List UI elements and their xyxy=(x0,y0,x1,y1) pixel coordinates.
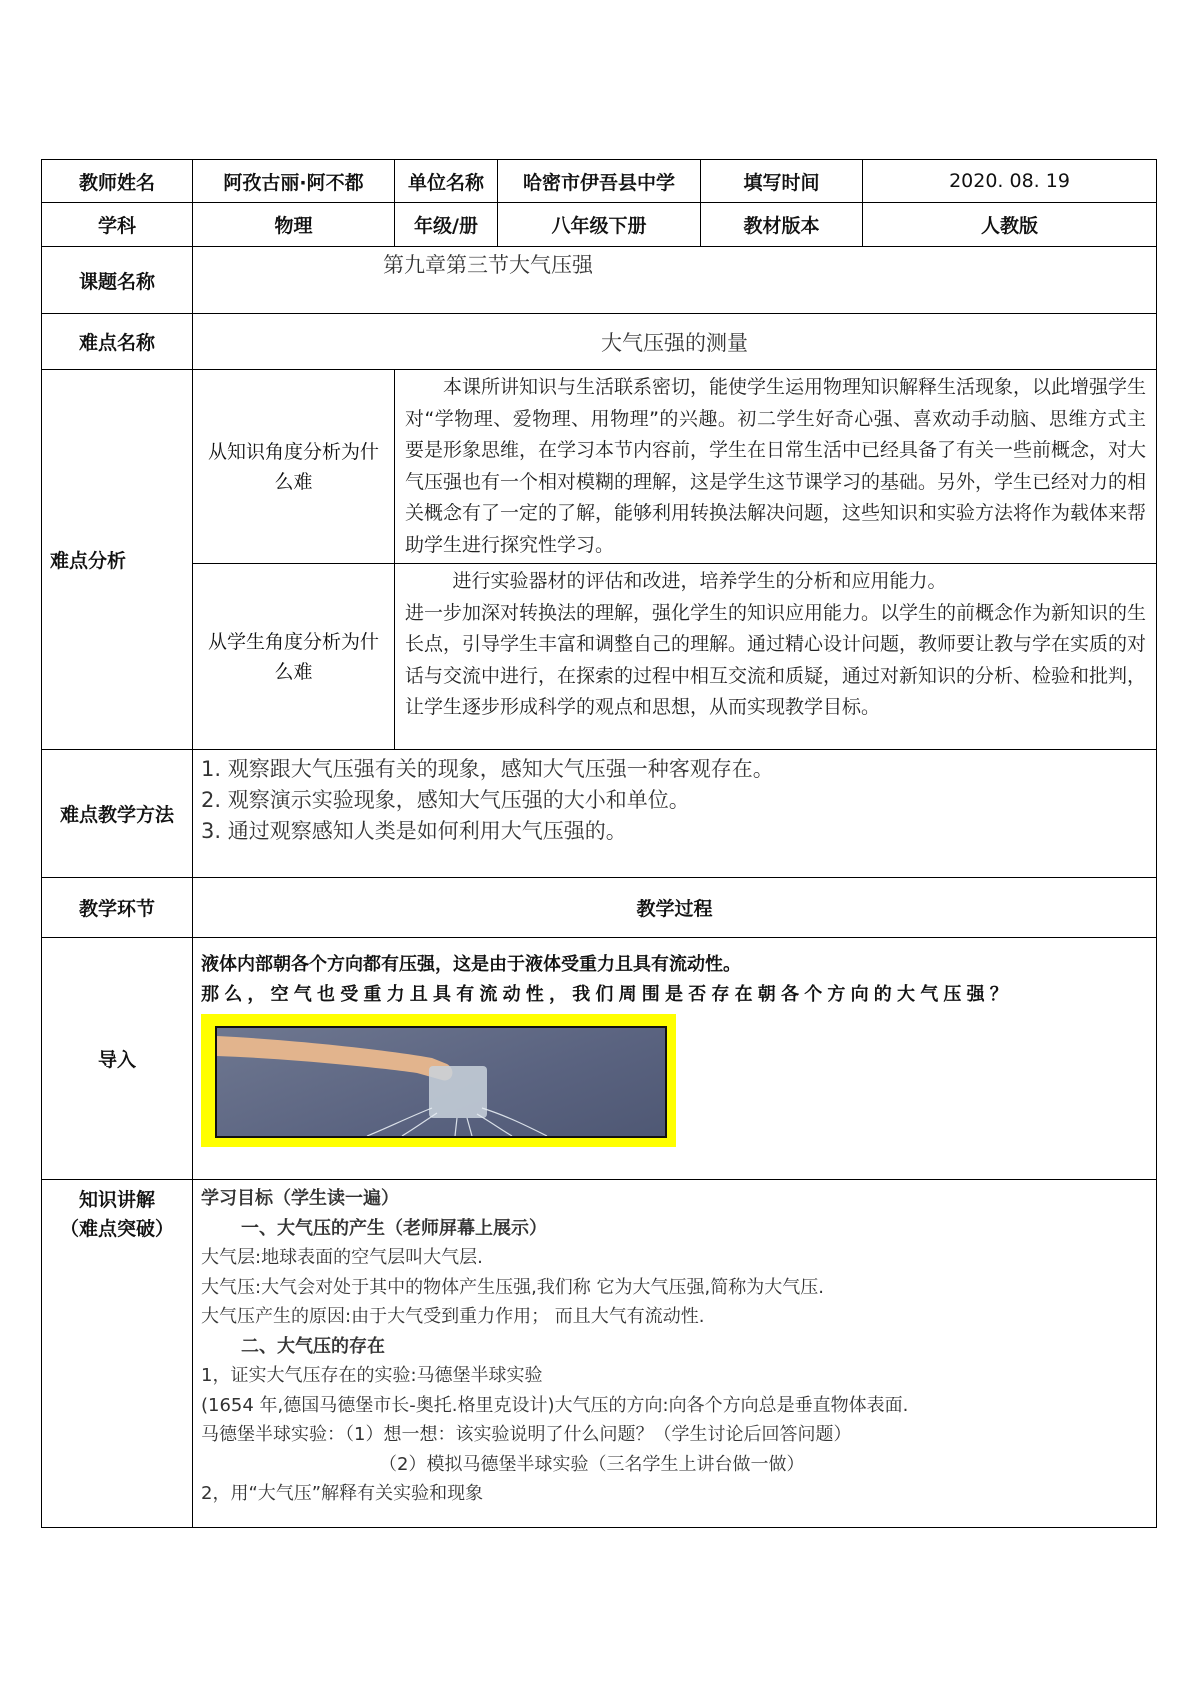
analysis-row-student xyxy=(42,564,1157,750)
header-row-2 xyxy=(42,203,1157,247)
knowledge-label-2: （难点突破） xyxy=(59,1218,174,1240)
knowledge-line: 大气压:大气会对处于其中的物体产生压强,我们称 它为大气压强,简称为大气压. xyxy=(201,1276,824,1298)
experiment-image-frame xyxy=(201,1014,676,1147)
cup-water-experiment-photo xyxy=(215,1026,667,1138)
method-item: 3. 通过观察感知人类是如何利用大气压强的。 xyxy=(201,819,627,843)
topic-value: 第九章第三节大气压强 xyxy=(193,247,1157,314)
intro-row xyxy=(42,938,1157,1180)
knowledge-label xyxy=(42,1180,193,1528)
knowledge-content xyxy=(193,1180,1157,1528)
knowledge-line: 学习目标（学生读一遍） xyxy=(201,1188,399,1209)
knowledge-line: 二、大气压的存在 xyxy=(241,1335,385,1357)
knowledge-line: 大气层:地球表面的空气层叫大气层. xyxy=(201,1247,483,1268)
knowledge-line: 2，用“大气压”解释有关实验和现象 xyxy=(201,1483,484,1504)
knowledge-angle-text: 本课所讲知识与生活联系密切，能使学生运用物理知识解释生活现象，以此增强学生对“学物理、爱物理、用物理”的兴趣。初二学生好奇心强、喜欢动手动脑、思维方式主要是形象思维，在学习本节内容前，学生在日常生活中已经具备了有关一些前概念，对大气压强也有一个相对模糊的理解，这是学生这节课学习的基础。另外，学生已经对力的相关概念有了一定的了解，能够利用转换法解决问题，这些知识和实验方法将作为载体来帮助学生进行探究性学习。 xyxy=(395,370,1157,564)
unit-name: 哈密市伊吾县中学 xyxy=(498,160,701,203)
subject-value: 物理 xyxy=(193,203,395,247)
analysis-label: 难点分析 xyxy=(42,370,193,750)
lesson-plan-table xyxy=(41,159,1157,1528)
knowledge-label-1: 知识讲解 xyxy=(78,1189,155,1211)
student-angle-cell xyxy=(395,564,1157,750)
intro-content xyxy=(193,938,1157,1180)
difficulty-label: 难点名称 xyxy=(42,314,193,370)
analysis-row-knowledge xyxy=(42,370,1157,564)
knowledge-angle-label: 从知识角度分析为什么难 xyxy=(193,370,395,564)
topic-label: 课题名称 xyxy=(42,247,193,314)
process-header: 教学过程 xyxy=(193,878,1157,938)
grade-value: 八年级下册 xyxy=(498,203,701,247)
knowledge-line: (1654 年,德国马德堡市长-奥托.格里克设计)大气压的方向:向各个方向总是垂直物体表面. xyxy=(201,1394,909,1416)
edition-value: 人教版 xyxy=(863,203,1157,247)
date-value: 2020. 08. 19 xyxy=(863,160,1157,203)
grade-label: 年级/册 xyxy=(395,203,498,247)
difficulty-row xyxy=(42,314,1157,370)
method-list xyxy=(193,750,1157,878)
unit-label: 单位名称 xyxy=(395,160,498,203)
knowledge-line: 1，证实大气压存在的实验:马德堡半球实验 xyxy=(201,1365,543,1386)
header-row-1 xyxy=(42,160,1157,203)
intro-label: 导入 xyxy=(42,938,193,1180)
knowledge-row xyxy=(42,1180,1157,1528)
student-angle-text-1: 进行实验器材的评估和改进，培养学生的分析和应用能力。 xyxy=(452,570,947,592)
intro-line-2: 那么，空气也受重力且具有流动性，我们周围是否存在朝各个方向的大气压强？ xyxy=(201,984,1013,1005)
knowledge-line: 马德堡半球实验：（1）想一想：该实验说明了什么问题？（学生讨论后回答问题） xyxy=(201,1424,852,1445)
stage-header: 教学环节 xyxy=(42,878,193,938)
knowledge-line: 一、大气压的产生（老师屏幕上展示） xyxy=(241,1217,547,1239)
experiment-illustration xyxy=(217,1028,665,1136)
subject-label: 学科 xyxy=(42,203,193,247)
knowledge-line: （2）模拟马德堡半球实验（三名学生上讲台做一做） xyxy=(379,1453,805,1475)
date-label: 填写时间 xyxy=(701,160,863,203)
intro-line-1: 液体内部朝各个方向都有压强，这是由于液体受重力且具有流动性。 xyxy=(201,954,741,975)
teacher-name: 阿孜古丽·阿不都 xyxy=(193,160,395,203)
topic-row xyxy=(42,247,1157,314)
student-angle-label: 从学生角度分析为什么难 xyxy=(193,564,395,750)
knowledge-line: 大气压产生的原因:由于大气受到重力作用； 而且大气有流动性. xyxy=(201,1306,705,1327)
edition-label: 教材版本 xyxy=(701,203,863,247)
process-header-row xyxy=(42,878,1157,938)
student-angle-text-2: 进一步加深对转换法的理解，强化学生的知识应用能力。以学生的前概念作为新知识的生长点，引导学生丰富和调整自己的理解。通过精心设计问题，教师要让教与学在实质的对话与交流中进行，在探索的过程中相互交流和质疑，通过对新知识的分析、检验和批判，让学生逐步形成科学的观点和思想，从而实现教学目标。 xyxy=(405,601,1147,718)
teacher-label: 教师姓名 xyxy=(42,160,193,203)
method-row xyxy=(42,750,1157,878)
method-item: 1. 观察跟大气压强有关的现象，感知大气压强一种客观存在。 xyxy=(201,757,774,781)
method-label: 难点教学方法 xyxy=(42,750,193,878)
method-item: 2. 观察演示实验现象，感知大气压强的大小和单位。 xyxy=(201,788,690,812)
difficulty-value: 大气压强的测量 xyxy=(193,314,1157,370)
